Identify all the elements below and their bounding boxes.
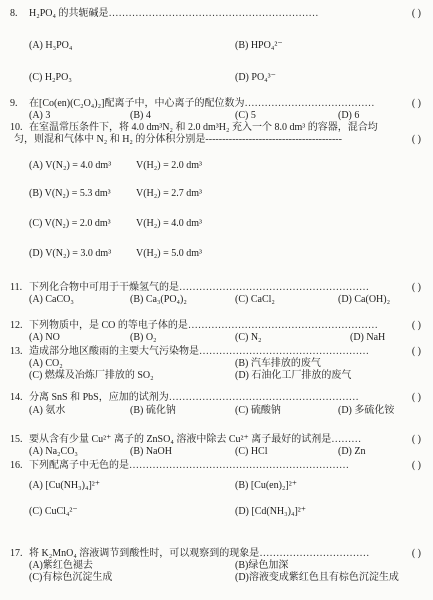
option-d[interactable]: (D) 多硫化铵 bbox=[338, 405, 395, 416]
leader-dots: ………………………………… bbox=[244, 98, 375, 109]
leader-dots: ………………………………………………… bbox=[187, 320, 378, 331]
option-a[interactable]: (A) Na₂CO₃ bbox=[29, 446, 78, 457]
question-stem: 分离 SnS 和 PbS，应加的试剂为 bbox=[29, 392, 169, 403]
option-c[interactable]: (C) HCl bbox=[235, 446, 268, 457]
question-stem: 下列化合物中可用于干燥氢气的是 bbox=[29, 282, 179, 293]
option-c[interactable]: (C) CaCl₂ bbox=[235, 294, 275, 305]
option-a[interactable]: (A) V(N₂) = 4.0 dm³ bbox=[29, 160, 112, 171]
answer-blank[interactable]: ( ) bbox=[411, 434, 421, 445]
question-stem-continued: 匀，则混和气体中 N₂ 和 H₂ 的分体积分别是 bbox=[14, 134, 206, 145]
option-d[interactable]: (D) V(N₂) = 3.0 dm³ bbox=[29, 248, 112, 259]
answer-blank[interactable]: ( ) bbox=[411, 282, 421, 293]
option-a[interactable]: (A) 3 bbox=[29, 110, 51, 121]
leader-dots: …………………………… bbox=[259, 548, 370, 559]
question-stem: 要从含有少量 Cu²⁺ 离子的 ZnSO₄ 溶液中除去 Cu²⁺ 离子最好的试剂是 bbox=[29, 434, 332, 445]
question-stem: 下列配离子中无色的是 bbox=[29, 460, 129, 471]
option-b[interactable]: (B) [Cu(en)₂]²⁺ bbox=[235, 480, 298, 491]
option-d[interactable]: (D) [Cd(NH₃)₄]²⁺ bbox=[235, 506, 307, 517]
option-b[interactable]: (B) 汽车排放的废气 bbox=[235, 358, 321, 369]
option-c[interactable]: (C) H₂PO₃ bbox=[29, 72, 72, 83]
option-a[interactable]: (A) CO₂ bbox=[29, 358, 63, 369]
question-number: 16. bbox=[10, 460, 23, 471]
question-11 bbox=[10, 282, 425, 305]
leader-dots: ………………………………………………… bbox=[168, 392, 359, 403]
option-b[interactable]: (B) Ca₃(PO₄)₂ bbox=[130, 294, 187, 305]
option-d[interactable]: (D) NaH bbox=[350, 332, 386, 343]
option-a[interactable]: (A) [Cu(NH₃)₄]²⁺ bbox=[29, 480, 101, 491]
question-stem: 造成部分地区酸雨的主要大气污染物是 bbox=[29, 346, 199, 357]
option-d[interactable]: (D) Ca(OH)₂ bbox=[338, 294, 391, 305]
answer-blank[interactable]: ( ) bbox=[411, 134, 421, 145]
option-d[interactable]: (D) 6 bbox=[338, 110, 360, 121]
leader-dots: ………………………………………………… bbox=[179, 282, 369, 293]
question-stem: 在室温常压条件下，将 4.0 dm³N₂ 和 2.0 dm³H₂ 充入一个 8.0 dm³ 的容器，混合均 bbox=[29, 122, 378, 133]
question-16 bbox=[10, 460, 425, 517]
question-stem: 将 K₂MnO₄ 溶液调节到酸性时，可以观察到的现象是 bbox=[29, 548, 260, 559]
option-c[interactable]: (C) 5 bbox=[235, 110, 256, 121]
option-b[interactable]: (B) 硫化钠 bbox=[130, 405, 176, 416]
leader-dots: ----------------------------------------- bbox=[205, 134, 342, 145]
question-stem: 在[Co(en)(C₂O₄)₂]配离子中，中心离子的配位数为 bbox=[29, 98, 245, 109]
question-number: 8. bbox=[10, 8, 18, 19]
option-c[interactable]: (C) CuCl₄²⁻ bbox=[29, 506, 78, 517]
question-number: 15. bbox=[10, 434, 23, 445]
option-a-h2: V(H₂) = 2.0 dm³ bbox=[136, 160, 203, 171]
answer-blank[interactable]: ( ) bbox=[411, 548, 421, 559]
question-number: 9. bbox=[10, 98, 18, 109]
option-b[interactable]: (B) V(N₂) = 5.3 dm³ bbox=[29, 188, 111, 199]
option-d[interactable]: (D) Zn bbox=[338, 446, 366, 457]
question-8 bbox=[10, 8, 425, 83]
option-c[interactable]: (C) V(N₂) = 2.0 dm³ bbox=[29, 218, 111, 229]
question-number: 14. bbox=[10, 392, 23, 403]
option-c[interactable]: (C) 硫酸钠 bbox=[235, 405, 281, 416]
option-a[interactable]: (A) H₃PO₄ bbox=[29, 40, 73, 51]
leader-dots: ……………………………………………………… bbox=[108, 8, 319, 19]
option-c[interactable]: (C) N₂ bbox=[235, 332, 262, 343]
answer-blank[interactable]: ( ) bbox=[411, 460, 421, 471]
question-9 bbox=[10, 98, 425, 121]
question-14 bbox=[10, 392, 425, 416]
answer-blank[interactable]: ( ) bbox=[411, 8, 421, 19]
question-stem: 下列物质中，是 CO 的等电子体的是 bbox=[29, 320, 188, 331]
option-a[interactable]: (A)紫红色褪去 bbox=[29, 560, 93, 571]
answer-blank[interactable]: ( ) bbox=[411, 392, 421, 403]
option-d-h2: V(H₂) = 5.0 dm³ bbox=[136, 248, 203, 259]
question-10 bbox=[10, 122, 425, 259]
question-stem: H₂PO₄ 的共轭碱是 bbox=[29, 8, 109, 19]
option-c[interactable]: (C) 燃煤及冶炼厂排放的 SO₂ bbox=[29, 370, 154, 381]
question-15 bbox=[10, 434, 425, 457]
question-17 bbox=[10, 548, 425, 583]
option-b-h2: V(H₂) = 2.7 dm³ bbox=[136, 188, 203, 199]
option-b[interactable]: (B) NaOH bbox=[130, 446, 172, 457]
option-a[interactable]: (A) 氨水 bbox=[29, 405, 66, 416]
question-number: 11. bbox=[10, 282, 23, 293]
option-a[interactable]: (A) NO bbox=[29, 332, 60, 343]
option-d[interactable]: (D) PO₄³⁻ bbox=[235, 72, 276, 83]
answer-blank[interactable]: ( ) bbox=[411, 346, 421, 357]
option-b[interactable]: (B) 4 bbox=[130, 110, 151, 121]
answer-blank[interactable]: ( ) bbox=[411, 98, 421, 109]
option-c-h2: V(H₂) = 4.0 dm³ bbox=[136, 218, 203, 229]
leader-dots: ………………………………………………………… bbox=[129, 460, 349, 471]
option-b[interactable]: (B)绿色加深 bbox=[235, 560, 289, 571]
question-number: 13. bbox=[10, 346, 23, 357]
question-12 bbox=[10, 320, 425, 343]
leader-dots: …………………………………………… bbox=[199, 346, 369, 357]
option-b[interactable]: (B) HPO₄²⁻ bbox=[235, 40, 283, 51]
question-number: 10. bbox=[10, 122, 23, 133]
answer-blank[interactable]: ( ) bbox=[411, 320, 421, 331]
leader-dots: ……… bbox=[331, 434, 362, 445]
question-number: 12. bbox=[10, 320, 23, 331]
option-b[interactable]: (B) O₂ bbox=[130, 332, 157, 343]
question-13 bbox=[10, 346, 425, 381]
question-number: 17. bbox=[10, 548, 23, 559]
option-a[interactable]: (A) CaCO₃ bbox=[29, 294, 74, 305]
option-d[interactable]: (D) 石油化工厂排放的废气 bbox=[235, 370, 352, 381]
option-c[interactable]: (C)有棕色沉淀生成 bbox=[29, 572, 113, 583]
option-d[interactable]: (D)溶液变成紫红色且有棕色沉淀生成 bbox=[235, 572, 399, 583]
